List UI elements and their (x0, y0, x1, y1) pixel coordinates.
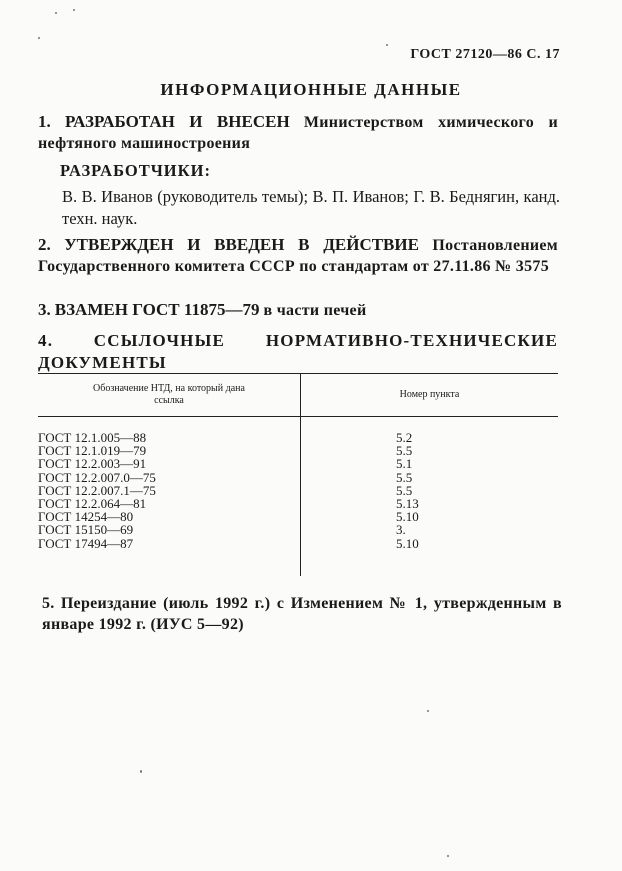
ntd-designation: ГОСТ 12.2.007.1—75 (38, 484, 301, 497)
clause-number: 3. (396, 522, 406, 538)
table-row (38, 457, 558, 470)
section-4-number: 4. (38, 331, 54, 350)
section-5 (42, 593, 562, 635)
developers-list: В. В. Иванов (руководитель темы); В. П. Иванов; Г. В. Беднягин, канд. техн. наук. (62, 187, 560, 228)
clause-number: 5.10 (396, 509, 419, 525)
scan-speck (73, 9, 75, 11)
ntd-designation: ГОСТ 12.1.005—88 (38, 431, 301, 444)
clause-number: 5.5 (396, 443, 413, 459)
section-4 (38, 330, 558, 374)
section-3-number: 3. (38, 300, 51, 319)
clause-number: 5.5 (396, 469, 413, 485)
scan-speck (38, 37, 40, 39)
clause-number: 5.13 (396, 496, 419, 512)
ntd-designation: ГОСТ 15150—69 (38, 523, 301, 536)
ntd-designation: ГОСТ 17494—87 (38, 537, 301, 550)
ntd-designation: ГОСТ 12.2.003—91 (38, 457, 301, 470)
table-row (38, 523, 558, 536)
section-2-number: 2. (38, 235, 51, 254)
clause-number: 5.5 (396, 482, 413, 498)
reference-documents-table (38, 373, 558, 576)
clause-number: 5.10 (396, 535, 419, 551)
section-3 (38, 299, 558, 321)
table-row (38, 471, 558, 484)
scan-speck (55, 12, 57, 14)
ntd-designation: ГОСТ 12.2.064—81 (38, 497, 301, 510)
section-2-text: Постановлением Государственного комитета СССР по стандартам от 27.11.86 № 3575 (38, 237, 558, 275)
table-header-designation: Обозначение НТД, на который дана ссылка (38, 374, 301, 417)
section-5-number: 5. (42, 595, 55, 612)
section-3-heading: ВЗАМЕН ГОСТ 11875—79 (54, 300, 260, 319)
scan-speck (140, 770, 142, 773)
clause-number: 5.2 (396, 430, 413, 445)
scan-speck (386, 44, 388, 46)
page-header: ГОСТ 27120—86 С. 17 (410, 47, 560, 62)
clause-number: 5.1 (396, 456, 413, 472)
page-title: ИНФОРМАЦИОННЫЕ ДАННЫЕ (160, 80, 462, 99)
ntd-designation: ГОСТ 12.1.019—79 (38, 444, 301, 457)
section-5-text: Переиздание (июль 1992 г.) с Изменением № 1, утвержденным в январе 1992 г. (ИУС 5—92) (42, 595, 562, 633)
table-header-row (38, 374, 558, 417)
section-1-number: 1. (38, 112, 51, 131)
section-2-heading: УТВЕРЖДЕН И ВВЕДЕН В ДЕЙСТВИЕ (64, 235, 419, 254)
scan-speck (427, 710, 429, 712)
table-row (38, 537, 558, 550)
section-2 (38, 234, 558, 277)
ntd-designation: ГОСТ 12.2.007.0—75 (38, 471, 301, 484)
ntd-designation: ГОСТ 14254—80 (38, 510, 301, 523)
table-header-clause: Номер пункта (399, 389, 460, 400)
section-1-heading: РАЗРАБОТАН И ВНЕСЕН (64, 112, 290, 131)
section-1-text: Министерством химического и нефтяного машиностроения (38, 114, 559, 152)
developers-heading: РАЗРАБОТЧИКИ: (60, 161, 211, 180)
section-1 (38, 111, 558, 154)
scan-speck (447, 855, 449, 857)
section-4-heading: ССЫЛОЧНЫЕ НОРМАТИВНО-ТЕХНИЧЕСКИЕ ДОКУМЕНТЫ (38, 331, 558, 372)
section-3-text: в части печей (263, 302, 367, 319)
